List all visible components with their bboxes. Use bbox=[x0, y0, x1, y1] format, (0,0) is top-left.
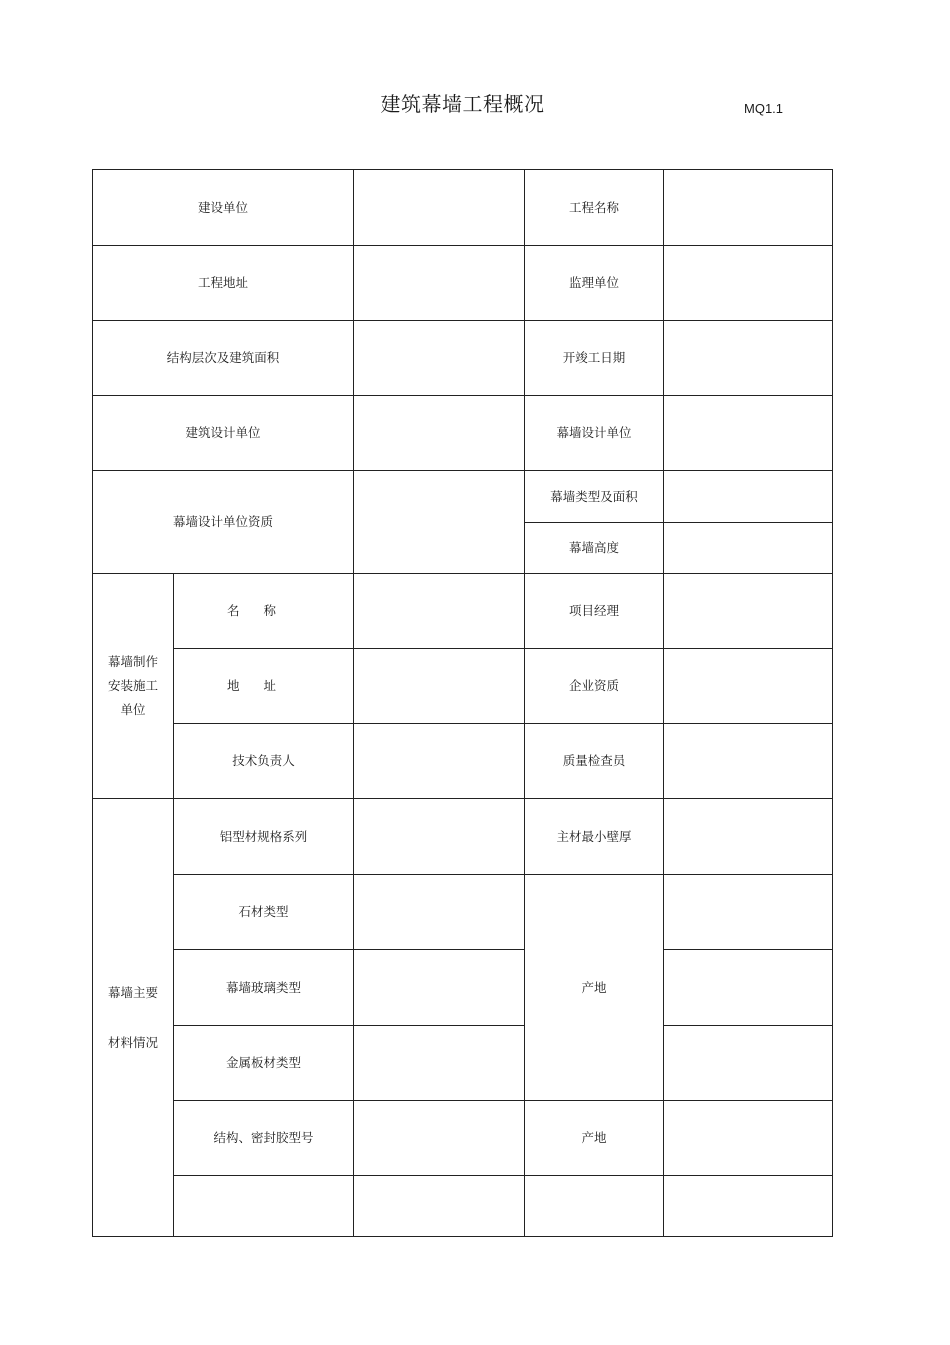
project-address-value-cell[interactable] bbox=[354, 246, 525, 321]
blank-value-cell-2[interactable] bbox=[664, 1176, 833, 1237]
label-contractor-address: 地址 bbox=[174, 649, 354, 724]
min-wall-thickness-value-cell[interactable] bbox=[664, 799, 833, 875]
metal-panel-type-value-cell[interactable] bbox=[354, 1026, 525, 1101]
label-designer-qualification: 幕墙设计单位资质 bbox=[93, 471, 354, 574]
label-sealant-model: 结构、密封胶型号 bbox=[174, 1101, 354, 1176]
contractor-address-value-cell[interactable] bbox=[354, 649, 525, 724]
label-curtain-type-area: 幕墙类型及面积 bbox=[525, 471, 664, 523]
contractor-group-line2: 安装施工 bbox=[107, 678, 158, 693]
label-tech-lead: 技术负责人 bbox=[174, 724, 354, 799]
client-value-cell[interactable] bbox=[354, 170, 525, 246]
label-start-end-date: 开竣工日期 bbox=[525, 321, 664, 396]
curtain-height-value-cell[interactable] bbox=[664, 523, 833, 574]
enterprise-qualification-value-cell[interactable] bbox=[664, 649, 833, 724]
form-code: MQ1.1 bbox=[744, 101, 784, 116]
aluminum-profile-value-cell[interactable] bbox=[354, 799, 525, 875]
table-row bbox=[93, 799, 833, 875]
glass-origin-value-cell[interactable] bbox=[664, 950, 833, 1026]
stone-type-value-cell[interactable] bbox=[354, 875, 525, 950]
table-row bbox=[93, 170, 833, 246]
table-row bbox=[93, 574, 833, 649]
designer-qualification-value-cell[interactable] bbox=[354, 471, 525, 574]
table-row bbox=[93, 875, 833, 950]
table-row bbox=[93, 321, 833, 396]
glass-type-value-cell[interactable] bbox=[354, 950, 525, 1026]
table-row bbox=[93, 1176, 833, 1237]
materials-group-label bbox=[93, 799, 174, 1237]
label-sealant-origin: 产地 bbox=[525, 1101, 664, 1176]
sealant-origin-value-cell[interactable] bbox=[664, 1101, 833, 1176]
tech-lead-value-cell[interactable] bbox=[354, 724, 525, 799]
materials-group-line2: 材料情况 bbox=[107, 1034, 158, 1050]
label-curtain-height: 幕墙高度 bbox=[525, 523, 664, 574]
label-enterprise-qualification: 企业资质 bbox=[525, 649, 664, 724]
quality-inspector-value-cell[interactable] bbox=[664, 724, 833, 799]
blank-label-cell[interactable] bbox=[174, 1176, 354, 1237]
supervisor-value-cell[interactable] bbox=[664, 246, 833, 321]
label-contractor-name: 名称 bbox=[174, 574, 354, 649]
table-row bbox=[93, 396, 833, 471]
contractor-name-value-cell[interactable] bbox=[354, 574, 525, 649]
table-row bbox=[93, 246, 833, 321]
contractor-group-line1: 幕墙制作 bbox=[107, 654, 158, 669]
blank-label-cell-2[interactable] bbox=[525, 1176, 664, 1237]
label-origin: 产地 bbox=[525, 875, 664, 1101]
table-row bbox=[93, 471, 833, 523]
label-structure-area: 结构层次及建筑面积 bbox=[93, 321, 354, 396]
label-supervisor: 监理单位 bbox=[525, 246, 664, 321]
label-client: 建设单位 bbox=[93, 170, 354, 246]
project-overview-table bbox=[92, 169, 833, 1237]
project-manager-value-cell[interactable] bbox=[664, 574, 833, 649]
label-quality-inspector: 质量检查员 bbox=[525, 724, 664, 799]
metal-panel-origin-value-cell[interactable] bbox=[664, 1026, 833, 1101]
document-title: 建筑幕墙工程概况 bbox=[380, 92, 545, 116]
start-end-date-value-cell[interactable] bbox=[664, 321, 833, 396]
label-arch-designer: 建筑设计单位 bbox=[93, 396, 354, 471]
materials-group-line1: 幕墙主要 bbox=[107, 984, 158, 1000]
arch-designer-value-cell[interactable] bbox=[354, 396, 525, 471]
label-project-address: 工程地址 bbox=[93, 246, 354, 321]
table-row bbox=[93, 649, 833, 724]
label-stone-type: 石材类型 bbox=[174, 875, 354, 950]
table-row bbox=[93, 1026, 833, 1101]
sealant-model-value-cell[interactable] bbox=[354, 1101, 525, 1176]
label-project-manager: 项目经理 bbox=[525, 574, 664, 649]
label-min-wall-thickness: 主材最小壁厚 bbox=[525, 799, 664, 875]
label-project-name: 工程名称 bbox=[525, 170, 664, 246]
curtain-designer-value-cell[interactable] bbox=[664, 396, 833, 471]
contractor-group-label bbox=[93, 574, 174, 799]
blank-value-cell[interactable] bbox=[354, 1176, 525, 1237]
label-aluminum-profile: 铝型材规格系列 bbox=[174, 799, 354, 875]
curtain-type-area-value-cell[interactable] bbox=[664, 471, 833, 523]
table-row bbox=[93, 724, 833, 799]
stone-origin-value-cell[interactable] bbox=[664, 875, 833, 950]
contractor-group-line3: 单位 bbox=[120, 702, 146, 717]
project-name-value-cell[interactable] bbox=[664, 170, 833, 246]
label-glass-type: 幕墙玻璃类型 bbox=[174, 950, 354, 1026]
structure-area-value-cell[interactable] bbox=[354, 321, 525, 396]
table-row bbox=[93, 1101, 833, 1176]
table-row bbox=[93, 950, 833, 1026]
label-metal-panel-type: 金属板材类型 bbox=[174, 1026, 354, 1101]
label-curtain-designer: 幕墙设计单位 bbox=[525, 396, 664, 471]
